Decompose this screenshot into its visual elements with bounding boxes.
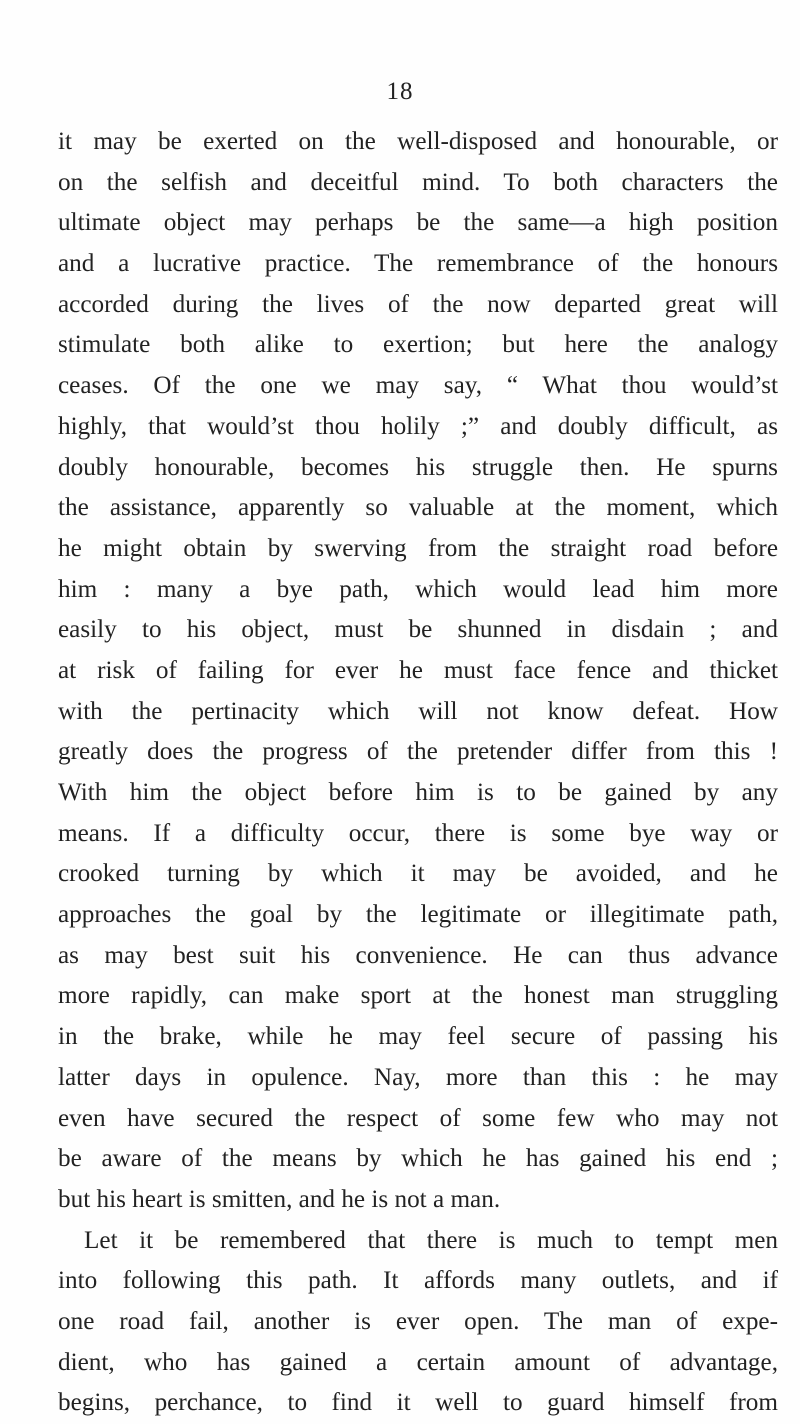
- text-line: means. If a difficulty occur, there is some bye way or: [58, 819, 778, 847]
- text-line: as may best suit his convenience. He can thus advance: [58, 941, 778, 969]
- text-line: ultimate object may perhaps be the same—a high position: [58, 209, 778, 237]
- text-line: ceases. Of the one we may say, “ What thou would’st: [58, 372, 778, 400]
- text-line: dient, who has gained a certain amount of advantage,: [58, 1348, 778, 1376]
- text-line: With him the object before him is to be gained by any: [58, 779, 778, 806]
- text-line: one road fail, another is ever open. The man of expe-: [58, 1307, 778, 1335]
- text-line: in the brake, while he may feel secure of passing his: [58, 1023, 778, 1051]
- text-line: at risk of failing for ever he must face fence and thicket: [58, 656, 778, 684]
- text-line: greatly does the progress of the pretender differ from this !: [58, 738, 778, 766]
- text-line: highly, that would’st thou holily ;” and doubly difficult, as: [58, 412, 778, 440]
- paragraph-end-line: but his heart is smitten, and he is not a man.: [58, 1185, 501, 1213]
- paragraph-start-line: Let it be remembered that there is much to tempt men: [84, 1226, 778, 1254]
- text-line: easily to his object, must be shunned in disdain ; and: [58, 616, 778, 644]
- text-line: begins, perchance, to find it well to guard himself from: [58, 1389, 778, 1417]
- text-line: crooked turning by which it may be avoided, and he: [58, 860, 778, 888]
- text-line: even have secured the respect of some few who may not: [58, 1104, 778, 1132]
- text-line: approaches the goal by the legitimate or illegitimate path,: [58, 901, 778, 929]
- text-line: him : many a bye path, which would lead him more: [58, 575, 778, 603]
- page-number: 18: [386, 78, 414, 105]
- body-text: [58, 122, 778, 1424]
- text-line: into following this path. It affords many outlets, and if: [58, 1267, 778, 1295]
- text-line: doubly honourable, becomes his struggle then. He spurns: [58, 453, 778, 481]
- text-line: stimulate both alike to exertion; but here the analogy: [58, 331, 778, 359]
- text-line: and a lucrative practice. The remembrance of the honours: [58, 250, 778, 278]
- text-line: latter days in opulence. Nay, more than this : he may: [58, 1063, 778, 1091]
- text-line: be aware of the means by which he has gained his end ;: [58, 1145, 778, 1173]
- text-line: accorded during the lives of the now departed great will: [58, 290, 778, 318]
- text-line: more rapidly, can make sport at the honest man struggling: [58, 982, 778, 1010]
- text-line: on the selfish and deceitful mind. To both characters the: [58, 168, 778, 196]
- text-line: it may be exerted on the well-disposed and honourable, or: [58, 128, 778, 155]
- text-line: he might obtain by swerving from the straight road before: [58, 534, 778, 562]
- text-line: with the pertinacity which will not know defeat. How: [58, 697, 778, 725]
- text-line: the assistance, apparently so valuable at the moment, which: [58, 494, 778, 522]
